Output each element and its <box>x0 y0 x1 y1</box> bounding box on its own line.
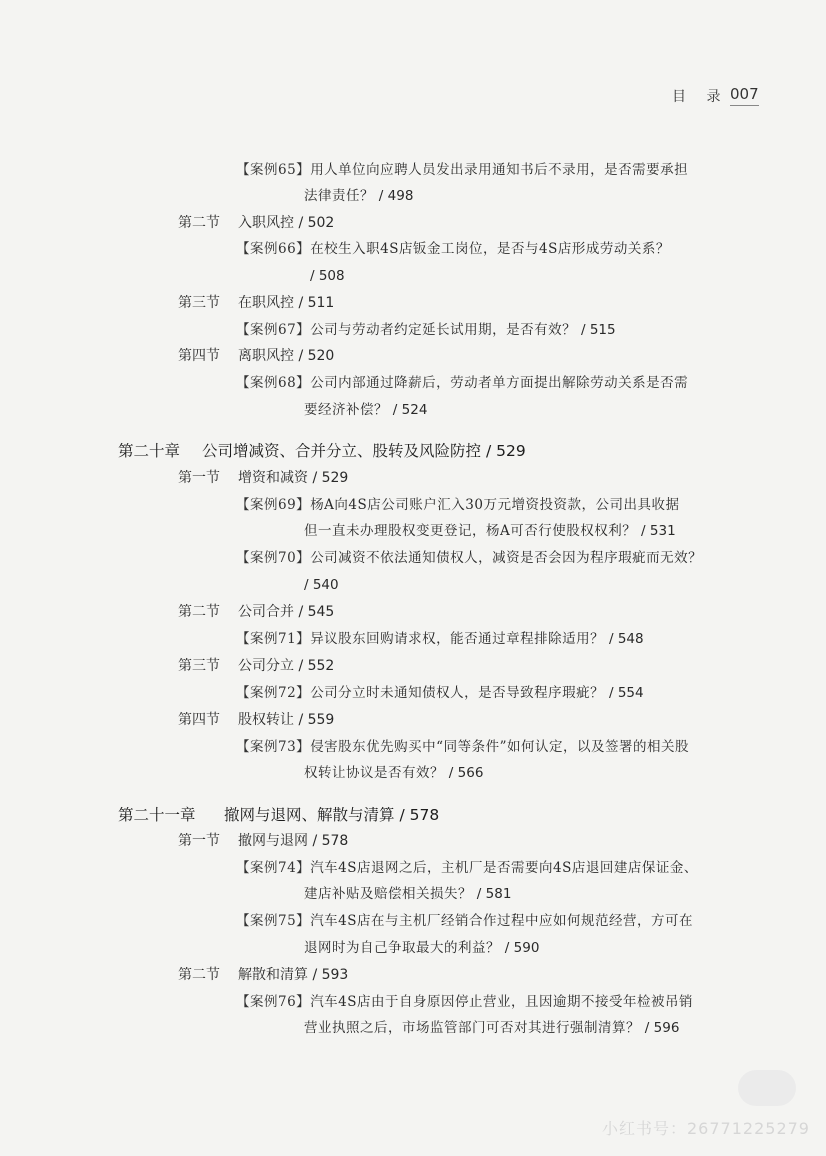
page-ref: / 508 <box>310 268 345 284</box>
toc-section[interactable] <box>178 965 348 985</box>
page-ref: / 554 <box>608 685 644 701</box>
section-label: 第二节 <box>178 215 220 231</box>
case-label: 【案例72】 <box>236 685 311 701</box>
section-title: 在职风控 <box>238 295 294 311</box>
toc-section[interactable] <box>178 213 334 233</box>
page-ref: / 531 <box>641 523 676 539</box>
case-label: 【案例67】 <box>236 322 311 338</box>
running-title: 目 录 <box>672 89 729 105</box>
toc-case-72[interactable] <box>236 683 644 703</box>
case-title: 公司减资不依法通知债权人，减资是否会因为程序瑕疵而无效？ <box>310 550 703 566</box>
toc-section[interactable] <box>178 293 334 313</box>
case-label: 【案例75】 <box>236 913 311 929</box>
case-title: 公司分立时未通知债权人，是否导致程序瑕疵？ <box>310 685 605 701</box>
toc-case-74[interactable] <box>236 858 698 878</box>
case-label: 【案例70】 <box>236 550 311 566</box>
section-label: 第三节 <box>178 658 220 674</box>
chapter-title: 公司增减资、合并分立、股转及风险防控 <box>202 442 482 460</box>
page-ref: / 581 <box>476 886 512 902</box>
case-label: 【案例68】 <box>236 375 311 391</box>
section-title: 入职风控 <box>238 215 294 231</box>
case-title-cont: 要经济补偿？ <box>304 402 388 418</box>
toc-section[interactable] <box>178 831 348 851</box>
toc-case-73[interactable] <box>236 737 689 757</box>
section-label: 第三节 <box>178 295 220 311</box>
page-ref: / 593 <box>312 967 349 983</box>
page-ref: / 578 <box>399 806 440 824</box>
section-title: 公司合并 <box>238 604 294 620</box>
case-label: 【案例74】 <box>236 860 311 876</box>
section-title: 股权转让 <box>238 712 294 728</box>
toc-case-69-cont[interactable] <box>304 521 676 541</box>
toc-case-66[interactable] <box>236 239 670 259</box>
page-header <box>672 85 759 106</box>
toc-case-75[interactable] <box>236 911 693 931</box>
chapter-label: 第二十章 <box>118 442 181 460</box>
case-title: 用人单位向应聘人员发出录用通知书后不录用，是否需要承担 <box>310 162 689 178</box>
case-label: 【案例73】 <box>236 739 311 755</box>
section-title: 撤网与退网 <box>238 833 308 849</box>
toc-case-67[interactable] <box>236 320 616 340</box>
section-label: 第四节 <box>178 348 220 364</box>
toc-chapter-20[interactable] <box>118 441 526 461</box>
chapter-title: 撤网与退网、解散与清算 <box>224 806 395 824</box>
toc-case-71[interactable] <box>236 629 644 649</box>
page-ref: / 566 <box>448 765 484 781</box>
page-ref: / 498 <box>378 188 414 204</box>
watermark-text: 小红书号：26771225279 <box>602 1119 810 1138</box>
toc-case-69[interactable] <box>236 495 679 515</box>
case-label: 【案例76】 <box>236 994 311 1010</box>
case-title: 侵害股东优先购买中“同等条件”如何认定，以及签署的相关股 <box>310 739 689 755</box>
page-ref: / 559 <box>298 712 335 728</box>
toc-case-65[interactable] <box>236 160 688 180</box>
watermark-logo <box>738 1070 796 1106</box>
section-label: 第四节 <box>178 712 220 728</box>
case-title: 公司与劳动者约定延长试用期，是否有效？ <box>310 322 577 338</box>
page-ref: / 590 <box>504 940 540 956</box>
toc-section[interactable] <box>178 710 334 730</box>
toc-case-70-cont[interactable] <box>304 575 339 595</box>
page-ref: / 515 <box>580 322 616 338</box>
toc-chapter-21[interactable] <box>118 805 439 825</box>
case-title: 公司内部通过降薪后，劳动者单方面提出解除劳动关系是否需 <box>310 375 689 391</box>
page-ref: / 540 <box>304 577 339 593</box>
case-title: 在校生入职4S店钣金工岗位，是否与4S店形成劳动关系？ <box>310 241 670 257</box>
toc-case-66-cont[interactable] <box>310 266 345 286</box>
toc-case-76-cont[interactable] <box>304 1018 679 1038</box>
page-ref: / 529 <box>312 470 349 486</box>
section-title: 增资和减资 <box>238 470 308 486</box>
section-title: 解散和清算 <box>238 967 308 983</box>
page-ref: / 545 <box>298 604 335 620</box>
case-label: 【案例66】 <box>236 241 311 257</box>
case-label: 【案例69】 <box>236 497 311 513</box>
page-ref: / 524 <box>392 402 428 418</box>
toc-case-73-cont[interactable] <box>304 763 483 783</box>
page-ref: / 520 <box>298 348 335 364</box>
case-title-cont: 权转让协议是否有效？ <box>304 765 444 781</box>
section-title: 公司分立 <box>238 658 294 674</box>
page-ref: / 511 <box>298 295 335 311</box>
toc-section[interactable] <box>178 656 334 676</box>
page-ref: / 552 <box>298 658 335 674</box>
case-label: 【案例71】 <box>236 631 311 647</box>
section-label: 第一节 <box>178 470 220 486</box>
case-title-cont: 法律责任？ <box>304 188 374 204</box>
toc-section[interactable] <box>178 602 334 622</box>
page-ref: / 502 <box>298 215 335 231</box>
case-title-cont: 建店补贴及赔偿相关损失？ <box>304 886 472 902</box>
case-title-cont: 营业执照之后，市场监管部门可否对其进行强制清算？ <box>304 1020 640 1036</box>
case-title: 杨A向4S店公司账户汇入30万元增资投资款，公司出具收据 <box>310 497 680 513</box>
section-label: 第二节 <box>178 967 220 983</box>
page-ref: / 578 <box>312 833 349 849</box>
section-label: 第二节 <box>178 604 220 620</box>
chapter-label: 第二十一章 <box>118 806 196 824</box>
case-title-cont: 退网时为自己争取最大的利益？ <box>304 940 500 956</box>
toc-case-65-cont[interactable] <box>304 186 413 206</box>
case-title: 异议股东回购请求权，能否通过章程排除适用？ <box>310 631 605 647</box>
toc-section[interactable] <box>178 346 334 366</box>
section-title: 离职风控 <box>238 348 294 364</box>
toc-case-74-cont[interactable] <box>304 884 511 904</box>
page-ref: / 596 <box>644 1020 680 1036</box>
case-title: 汽车4S店在与主机厂经销合作过程中应如何规范经营，方可在 <box>310 913 694 929</box>
section-label: 第一节 <box>178 833 220 849</box>
case-title-cont: 但一直未办理股权变更登记，杨A可否行使股权权利？ <box>304 523 637 539</box>
case-title: 汽车4S店退网之后，主机厂是否需要向4S店退回建店保证金、 <box>310 860 698 876</box>
toc-section[interactable] <box>178 468 348 488</box>
page-ref: / 529 <box>485 442 526 460</box>
toc-case-70[interactable] <box>236 548 702 568</box>
case-title: 汽车4S店由于自身原因停止营业，且因逾期不接受年检被吊销 <box>310 994 694 1010</box>
toc-case-76[interactable] <box>236 992 693 1012</box>
toc-case-68-cont[interactable] <box>304 400 427 420</box>
toc-case-68[interactable] <box>236 373 688 393</box>
toc-case-75-cont[interactable] <box>304 938 539 958</box>
page-ref: / 548 <box>608 631 644 647</box>
case-label: 【案例65】 <box>236 162 311 178</box>
page-number: 007 <box>730 85 759 106</box>
